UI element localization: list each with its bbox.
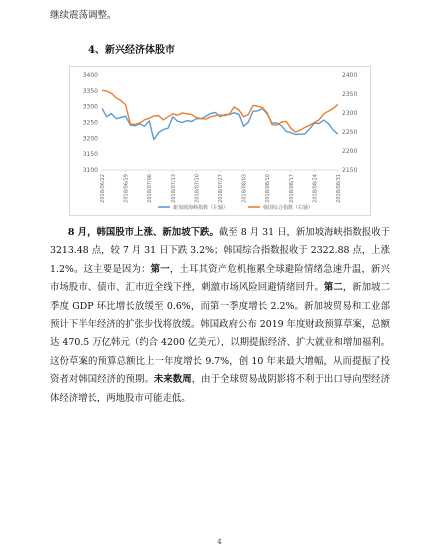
x-tick-label: 2018/07/20 <box>194 174 201 203</box>
x-tick-label: 2018/07/27 <box>218 174 224 203</box>
y-right-tick-label: 2150 <box>342 167 358 174</box>
y-right-tick-label: 2300 <box>342 110 358 117</box>
y-left-tick-label: 3100 <box>82 167 98 174</box>
stock-index-chart <box>69 66 371 216</box>
chart-svg <box>70 67 370 215</box>
paragraph-run: ，土耳其资产危机拖累全球避险情绪急速升温，新兴市场股市、债市、汇市近全线下挫，刺激市场风险回避情绪回升。 <box>50 263 390 294</box>
paragraph-run: 截至 8 月 31 日，新加坡海峡指数报收于 3213.48 点，较 7 月 31 日下跌 3.2%；韩国综合指数报收于 2322.88 点，上涨 1.2%。这主要是因为： <box>50 227 390 275</box>
y-left-tick-label: 3200 <box>82 135 98 143</box>
y-left-tick-label: 3150 <box>82 151 98 159</box>
x-tick-label: 2018/06/29 <box>123 174 130 203</box>
legend-label: 韩国综合指数（右轴） <box>263 205 314 211</box>
section-heading: 4、新兴经济体股市 <box>88 45 175 56</box>
y-right-tick-label: 2400 <box>342 72 358 79</box>
x-tick-label: 2018/07/06 <box>147 174 154 203</box>
paragraph-run: 未来数周 <box>153 374 192 386</box>
intro-text: 继续震荡调整。 <box>50 10 117 21</box>
y-left-tick-label: 3400 <box>82 72 98 79</box>
body-paragraph <box>50 224 390 408</box>
x-tick-label: 2018/08/03 <box>241 174 248 203</box>
y-left-tick-label: 3300 <box>82 103 98 111</box>
y-left-tick-label: 3350 <box>82 87 98 95</box>
x-tick-label: 2018/08/10 <box>265 174 272 203</box>
paragraph-run: 第一 <box>150 263 170 275</box>
x-tick-label: 2018/08/17 <box>288 174 295 203</box>
legend-label: 新加坡海峡指数（左轴） <box>173 205 229 211</box>
series-line-2 <box>102 90 338 132</box>
paragraph-run: 第二 <box>323 282 343 294</box>
x-tick-label: 2018/08/24 <box>312 174 319 203</box>
y-right-tick-label: 2200 <box>342 148 358 155</box>
paragraph-run: 8 月，韩国股市上涨、新加坡下跌。 <box>67 227 219 238</box>
y-right-tick-label: 2350 <box>342 91 358 98</box>
x-tick-label: 2018/07/13 <box>170 174 177 203</box>
y-left-tick-label: 3250 <box>82 119 98 127</box>
page-number: 4 <box>217 538 222 546</box>
paragraph-run: ，新加坡二季度 GDP 环比增长放缓至 0.6%，而第一季度增长 2.2%。新加坡贸易和工业部预计下半年经济的扩张步伐将放缓。韩国政府公布 2019 年度财政预算草案，总额达 470.5 万亿韩元（约合 4200 亿美元），以期提振经济、扩大就业和增加福利。这份草案的预算总额比上一年度增长 9.7%，创 10 年来最大增幅，从而提振了投资者对韩国经济的预期。 <box>50 282 390 386</box>
x-tick-label: 2018/08/31 <box>336 174 342 203</box>
y-right-tick-label: 2250 <box>342 129 358 136</box>
x-tick-label: 2018/06/22 <box>100 174 106 203</box>
paragraph-run: ，由于全球贸易战阴影将不利于出口导向型经济体经济增长，两地股市可能走低。 <box>50 374 390 404</box>
